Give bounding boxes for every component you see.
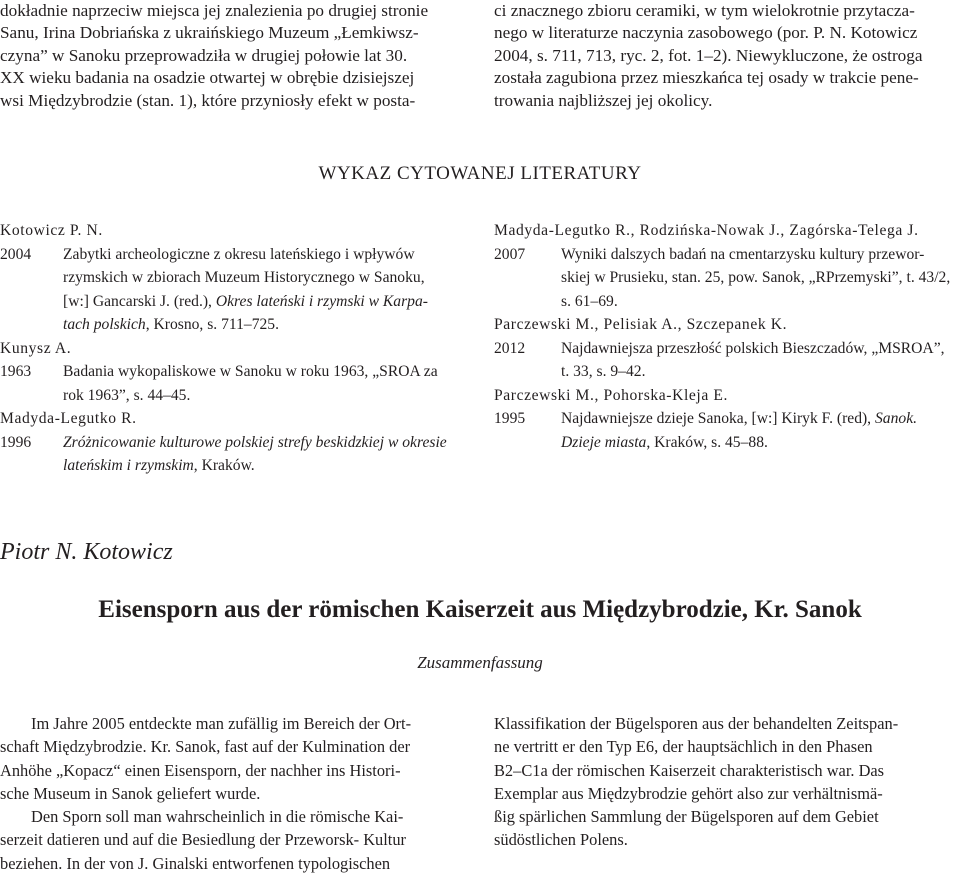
reference-author: Parczewski M., Pelisiak A., Szczepanek K. bbox=[494, 316, 788, 333]
text-line bbox=[63, 313, 470, 337]
text-line: ci znacznego zbioru ceramiki, w tym wielokrotnie przytacza- bbox=[494, 1, 915, 20]
publication-title: Dzieje miasta bbox=[561, 433, 647, 451]
text-line: skiej w Prusieku, stan. 25, pow. Sanok, „RPrzemyski”, t. 43/2, bbox=[561, 269, 951, 286]
text-line: Najdawniejsza przeszłość polskich Bieszczadów, „MSROA”, bbox=[561, 339, 945, 357]
text-segment: , Kraków, s. 45–88. bbox=[646, 433, 768, 451]
publication-title: Sanok. bbox=[875, 410, 918, 427]
reference-author: Kunysz A. bbox=[0, 339, 72, 357]
reference-text bbox=[63, 360, 470, 407]
references-right-column bbox=[494, 219, 960, 454]
references-left-column bbox=[0, 219, 470, 478]
reference-text bbox=[561, 337, 960, 384]
article-title: Eisensporn aus der römischen Kaiserzeit aus Międzybrodzie, Kr. Sanok bbox=[98, 596, 862, 623]
publication-title: lateńskim i rzymskim bbox=[63, 457, 194, 474]
publication-title: Zróżnicowanie kulturowe polskiej strefy beskidzkiej w okresie bbox=[63, 433, 447, 451]
reference-entry bbox=[494, 243, 960, 314]
reference-year: 2007 bbox=[494, 245, 526, 263]
text-line: czyna” w Sanoku przeprowadziła w drugiej połowie lat 30. bbox=[0, 45, 408, 65]
reference-author: Madyda-Legutko R., Rodzińska-Nowak J., Zagórska-Telega J. bbox=[494, 222, 919, 239]
text-line: Exemplar aus Międzybrodzie gehört also zur verhältnismä- bbox=[494, 783, 883, 803]
text-line: wsi Międzybrodzie (stan. 1), które przyniosły efekt w posta- bbox=[0, 90, 416, 110]
text-line: südöstlichen Polens. bbox=[494, 830, 628, 850]
reference-year: 2012 bbox=[494, 339, 526, 357]
text-segment: Najdawniejsze dzieje Sanoka, [w:] Kiryk F. (red), bbox=[561, 410, 872, 427]
reference-entry bbox=[494, 337, 960, 384]
reference-year: 1995 bbox=[494, 410, 526, 427]
reference-text bbox=[63, 431, 470, 478]
reference-text bbox=[561, 243, 960, 314]
publication-title: tach polskich bbox=[63, 316, 146, 333]
text-line: XX wieku badania na osadzie otwartej w obrębie dzisiejszej bbox=[0, 68, 415, 88]
reference-year: 1963 bbox=[0, 363, 32, 380]
reference-entry bbox=[494, 407, 960, 454]
reference-author: Kotowicz P. N. bbox=[0, 222, 103, 239]
text-line: beziehen. In der von J. Ginalski entworfenen typologischen bbox=[0, 853, 391, 873]
reference-author: Parczewski M., Pohorska-Kleja E. bbox=[494, 386, 728, 404]
text-line: została zagubiona przez mieszkańca tej osady w trakcie pene- bbox=[494, 68, 919, 88]
text-line bbox=[561, 431, 960, 455]
text-line: Den Sporn soll man wahrscheinlich in die römische Kai- bbox=[31, 807, 404, 827]
text-line: Sanu, Irina Dobriańska z ukraińskiego Muzeum „Łemkiwsz- bbox=[0, 23, 419, 43]
text-line: nego w literaturze naczynia zasobowego (por. P. N. Kotowicz bbox=[494, 23, 918, 43]
text-line: Anhöhe „Kopacz“ einen Eisensporn, der nachher ins Histori- bbox=[0, 760, 401, 780]
reference-text bbox=[561, 407, 960, 454]
article-author: Piotr N. Kotowicz bbox=[0, 539, 173, 565]
text-line: dokładnie naprzeciw miejsca jej znalezienia po drugiej stronie bbox=[0, 1, 429, 20]
references-heading: WYKAZ CYTOWANEJ LITERATURY bbox=[318, 163, 642, 184]
text-segment: , Krosno, s. 711–725. bbox=[145, 316, 279, 333]
text-line: rok 1963”, s. 44–45. bbox=[63, 386, 191, 404]
summary-left-column bbox=[0, 712, 466, 875]
text-line bbox=[561, 407, 960, 431]
text-line: trowania najbliższej jej okolicy. bbox=[494, 90, 713, 110]
text-line: Badania wykopaliskowe w Sanoku w roku 1963, „SROA za bbox=[63, 363, 438, 380]
reference-text bbox=[63, 243, 470, 337]
text-line: rzymskich w zbiorach Muzeum Historycznego w Sanoku, bbox=[63, 269, 425, 286]
text-line: B2–C1a der römischen Kaiserzeit charakteristisch war. Das bbox=[494, 760, 885, 780]
text-line bbox=[63, 290, 470, 314]
text-segment: , Kraków. bbox=[193, 457, 255, 474]
text-line bbox=[63, 454, 470, 478]
text-line: schaft Międzybrodzie. Kr. Sanok, fast auf der Kulmination der bbox=[0, 737, 411, 757]
text-line: Klassifikation der Bügelsporen aus der behandelten Zeitspan- bbox=[494, 714, 899, 733]
text-line: ßig spärlichen Sammlung der Bügelsporen auf dem Gebiet bbox=[494, 807, 879, 827]
intro-left-column bbox=[0, 0, 462, 112]
reference-year: 2004 bbox=[0, 245, 32, 263]
publication-title: Okres lateński i rzymski w Karpa- bbox=[215, 292, 428, 310]
text-segment: [w:] Gancarski J. (red.), bbox=[63, 292, 212, 310]
summary-label: Zusammenfassung bbox=[417, 653, 543, 672]
intro-right-column bbox=[494, 0, 960, 112]
reference-year: 1996 bbox=[0, 433, 32, 451]
text-line: serzeit datieren und auf die Besiedlung der Przeworsk- Kultur bbox=[0, 830, 406, 850]
reference-entry bbox=[0, 243, 470, 337]
text-line: s. 61–69. bbox=[561, 292, 618, 310]
text-line: t. 33, s. 9–42. bbox=[561, 363, 646, 380]
reference-entry bbox=[0, 431, 470, 478]
reference-entry bbox=[0, 360, 470, 407]
text-line: Zabytki archeologiczne z okresu lateńskiego i wpływów bbox=[63, 245, 415, 263]
text-line: Im Jahre 2005 entdeckte man zufällig im Bereich der Ort- bbox=[31, 714, 412, 733]
summary-right-column bbox=[494, 712, 960, 852]
text-line: sche Museum in Sanok geliefert wurde. bbox=[0, 783, 261, 803]
text-line: Wyniki dalszych badań na cmentarzysku kultury przewor- bbox=[561, 245, 925, 263]
text-line: ne vertritt er den Typ E6, der hauptsächlich in den Phasen bbox=[494, 737, 873, 757]
text-line: 2004, s. 711, 713, ryc. 2, fot. 1–2). Niewykluczone, że ostroga bbox=[494, 45, 923, 65]
reference-author: Madyda-Legutko R. bbox=[0, 410, 137, 427]
